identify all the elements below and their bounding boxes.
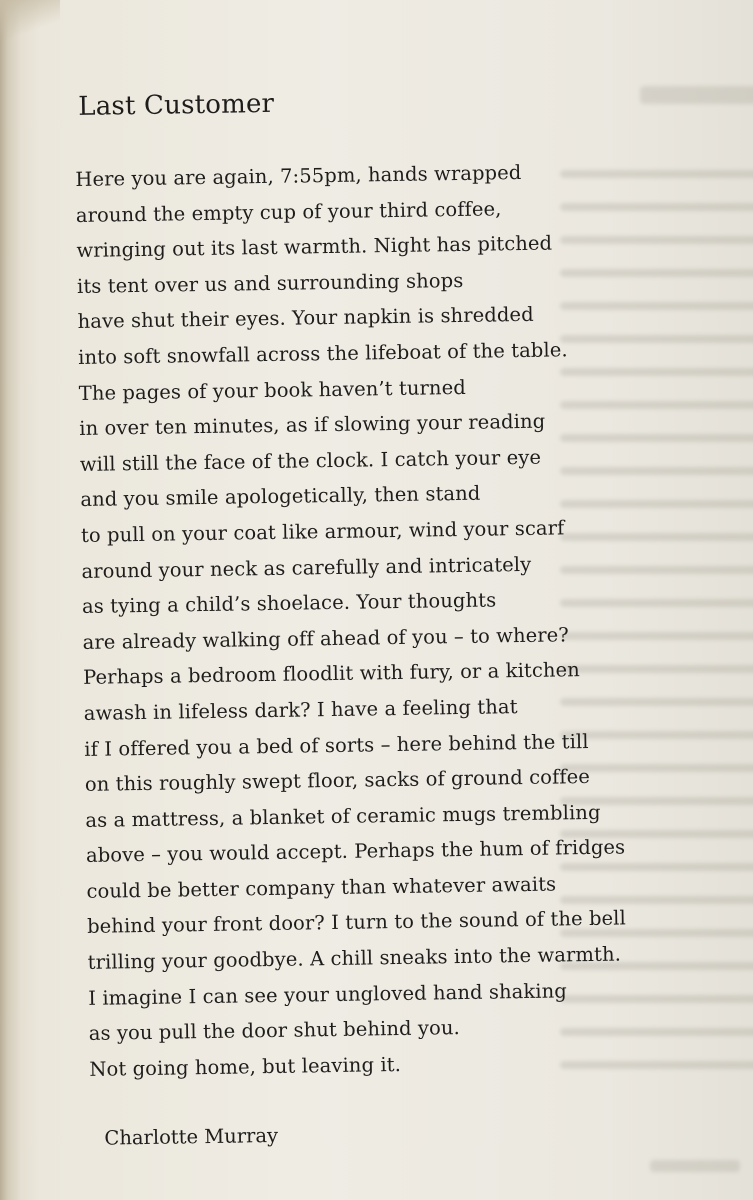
poem-line: awash in lifeless dark? I have a feeling that bbox=[83, 695, 518, 725]
poem-title: Last Customer bbox=[77, 88, 275, 122]
page-corner-shadow bbox=[0, 0, 60, 40]
poem-line: trilling your goodbye. A chill sneaks into the warmth. bbox=[87, 942, 622, 974]
poem-line: are already walking off ahead of you – to where? bbox=[82, 623, 570, 654]
poem-line: if I offered you a bed of sorts – here behind the till bbox=[84, 729, 589, 761]
poem-line: into soft snowfall across the lifeboat of the table. bbox=[77, 338, 568, 369]
poem-body bbox=[75, 153, 689, 1088]
poem-line: and you smile apologetically, then stand bbox=[80, 482, 481, 512]
poem-line: I imagine I can see your ungloved hand shaking bbox=[88, 979, 568, 1010]
poem-line: around your neck as carefully and intricately bbox=[81, 552, 532, 583]
poem-line: Here you are again, 7:55pm, hands wrapped bbox=[75, 160, 522, 191]
bleed-through-footer bbox=[650, 1160, 740, 1172]
poem-line: its tent over us and surrounding shops bbox=[76, 268, 464, 298]
page-spine-edge bbox=[0, 0, 22, 1200]
poem-line: Not going home, but leaving it. bbox=[89, 1052, 402, 1081]
poem-line: could be better company than whatever awaits bbox=[86, 872, 557, 903]
poem-line: in over ten minutes, as if slowing your reading bbox=[79, 409, 546, 441]
poem-line: behind your front door? I turn to the sound of the bell bbox=[86, 906, 627, 939]
poem-author: Charlotte Murray bbox=[104, 1124, 279, 1151]
poem-line: to pull on your coat like armour, wind your scarf bbox=[80, 516, 565, 547]
poem-line: Perhaps a bedroom floodlit with fury, or a kitchen bbox=[83, 658, 581, 690]
poem bbox=[74, 83, 691, 1151]
poem-line: around the empty cup of your third coffee, bbox=[75, 196, 502, 227]
poem-line: will still the face of the clock. I catch your eye bbox=[79, 445, 542, 476]
poem-line: as a mattress, a blanket of ceramic mugs trembling bbox=[85, 800, 601, 832]
poem-line: as tying a child’s shoelace. Your thoughts bbox=[81, 588, 497, 619]
poem-line: The pages of your book haven’t turned bbox=[78, 375, 467, 405]
poem-line: have shut their eyes. Your napkin is shredded bbox=[77, 303, 534, 334]
poem-line: as you pull the door shut behind you. bbox=[88, 1016, 461, 1046]
poem-line: above – you would accept. Perhaps the hum of fridges bbox=[85, 835, 626, 868]
poem-line: wringing out its last warmth. Night has pitched bbox=[76, 231, 553, 263]
poem-line: on this roughly swept floor, sacks of ground coffee bbox=[84, 765, 591, 797]
